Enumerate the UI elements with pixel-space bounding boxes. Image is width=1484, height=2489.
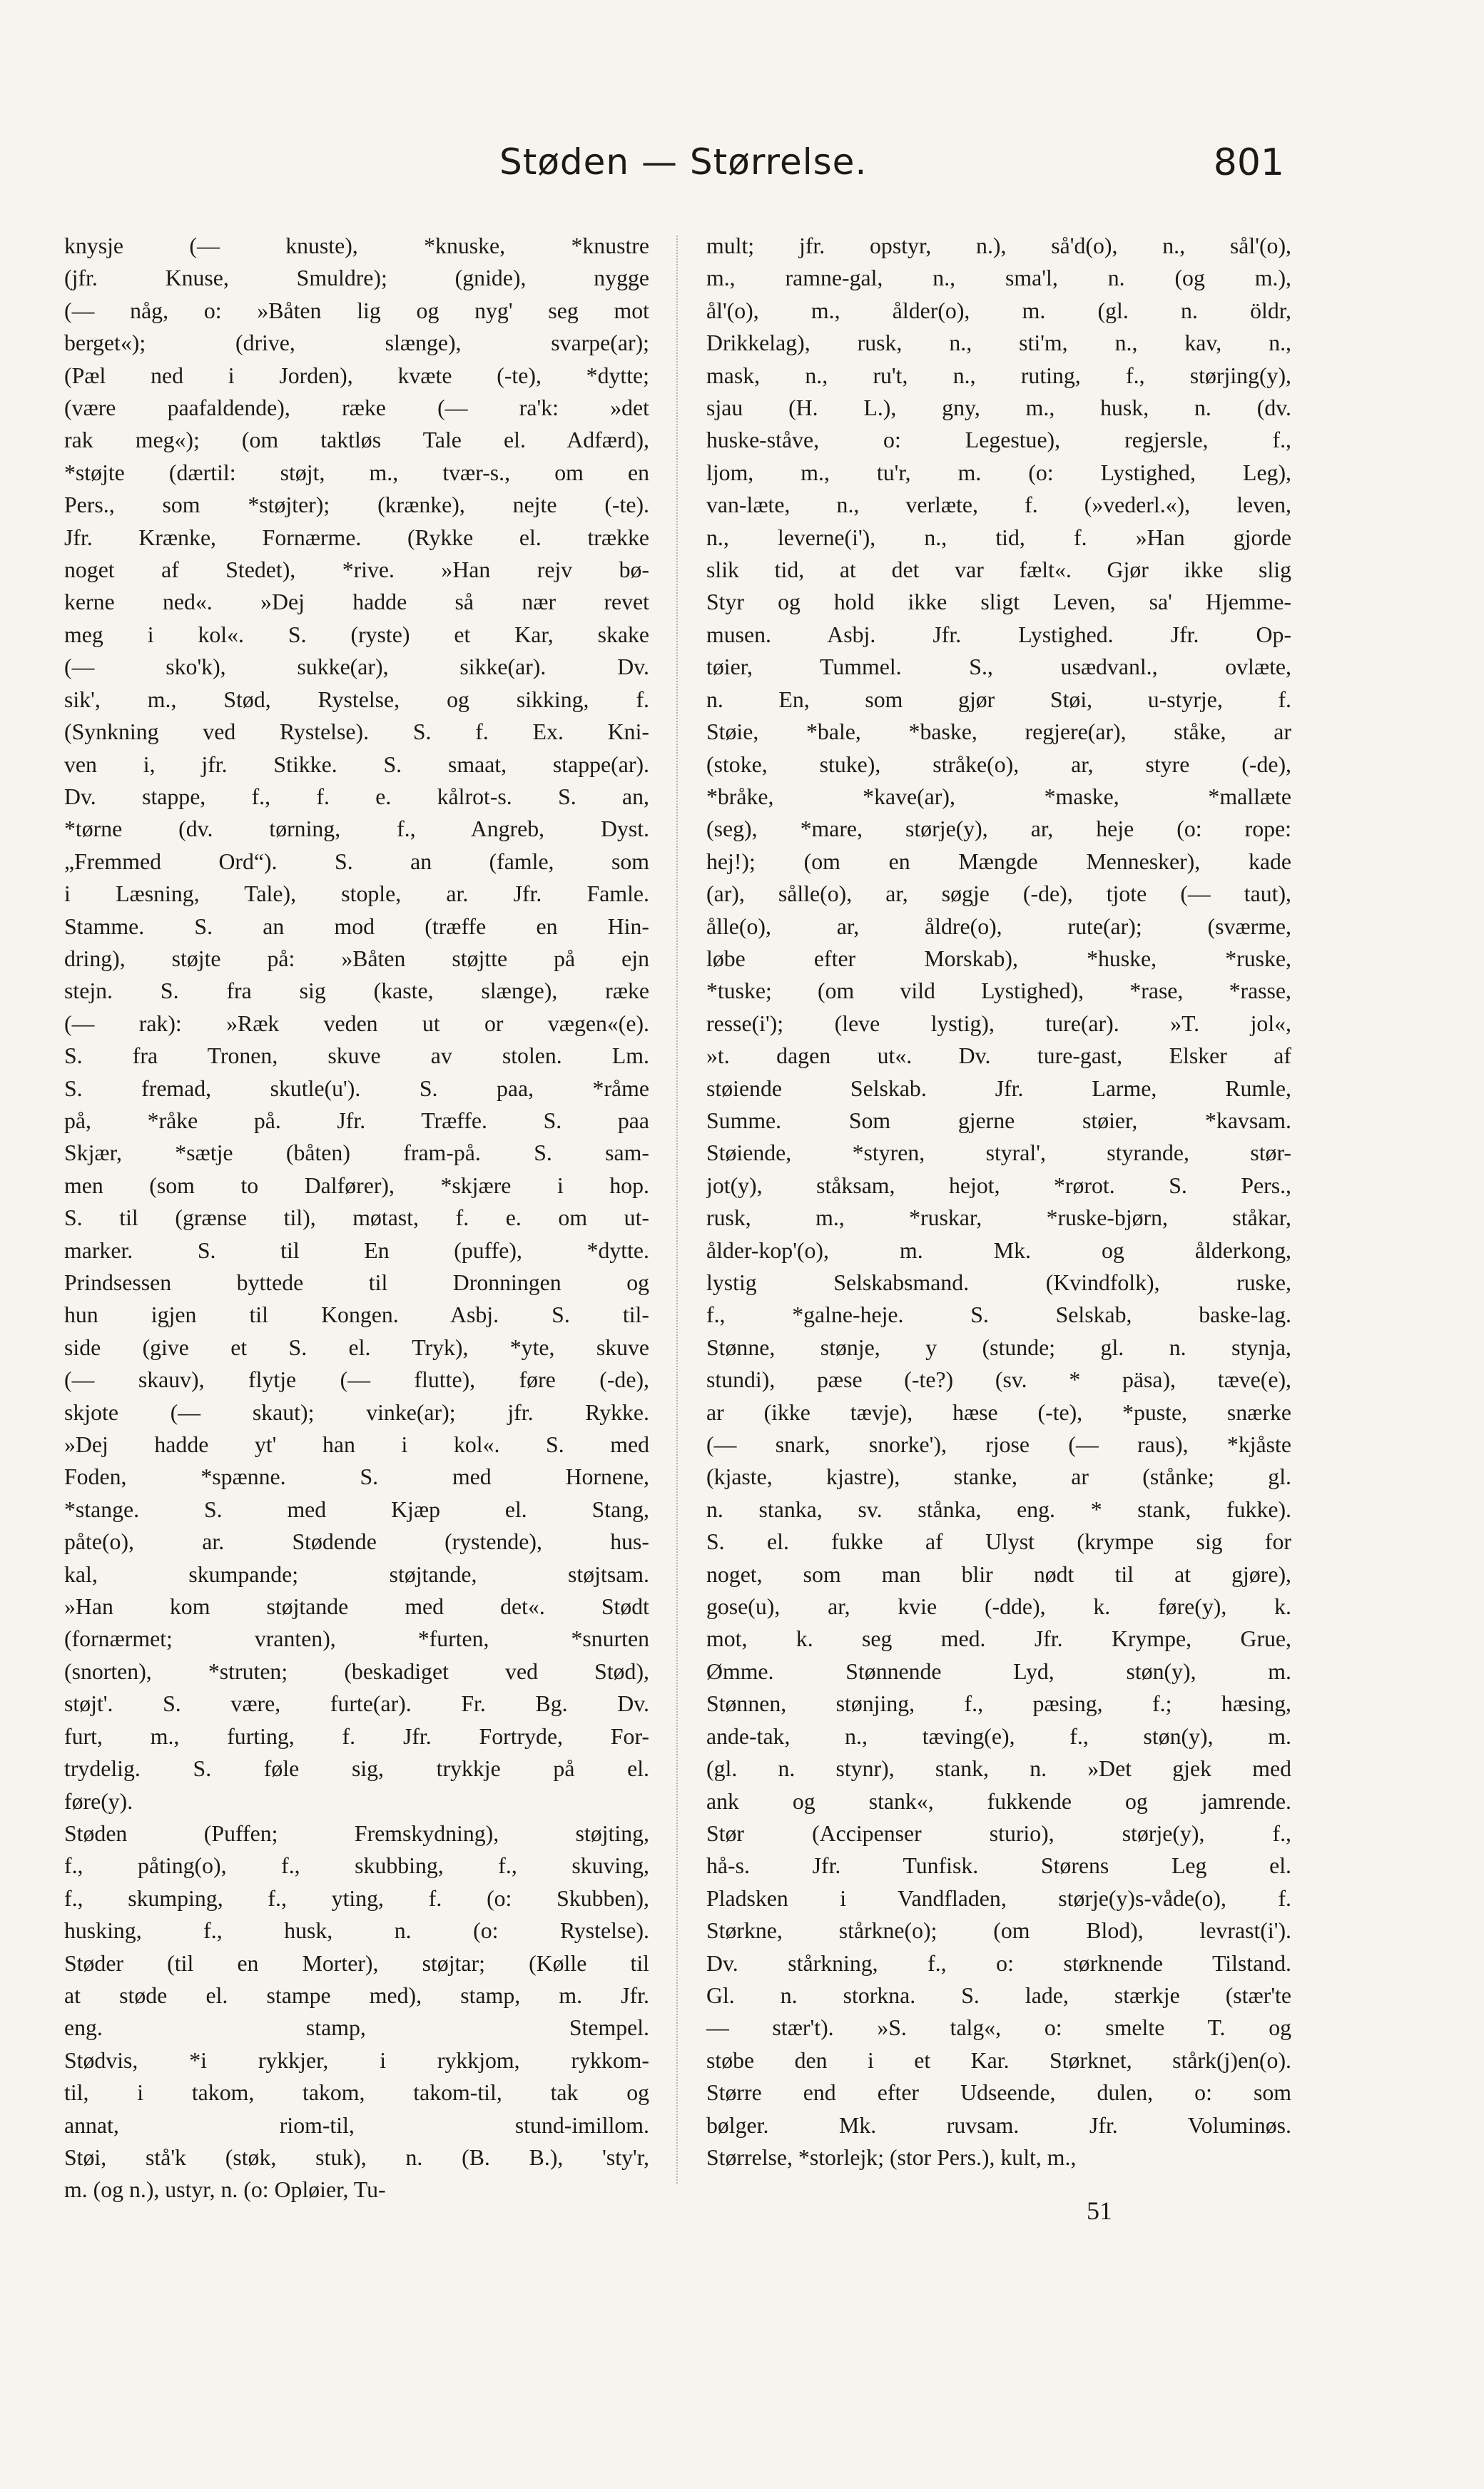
text-line: hun igjen til Kongen. Asbj. S. til- <box>64 1302 649 1328</box>
text-line: hå-s. Jfr. Tunfisk. Størens Leg el. <box>706 1853 1291 1879</box>
text-line: Prindsessen byttede til Dronningen og <box>64 1270 649 1295</box>
text-line: Styr og hold ikke sligt Leven, sa' Hjemme- <box>706 589 1291 615</box>
text-line: S. fra Tronen, skuve av stolen. Lm. <box>64 1043 649 1069</box>
text-line: S. til (grænse til), møtast, f. e. om ut- <box>64 1205 649 1231</box>
text-line: Stør (Accipenser sturio), størje(y), f., <box>706 1820 1291 1846</box>
text-line: støjt'. S. være, furte(ar). Fr. Bg. Dv. <box>64 1691 649 1717</box>
text-line: (Synkning ved Rystelse). S. f. Ex. Kni- <box>64 719 649 745</box>
text-line: (jfr. Knuse, Smuldre); (gnide), nygge <box>64 265 649 291</box>
text-line: side (give et S. el. Tryk), *yte, skuve <box>64 1334 649 1360</box>
text-line: *stange. S. med Kjæp el. Stang, <box>64 1496 649 1522</box>
text-line: gose(u), ar, kvie (-dde), k. føre(y), k. <box>706 1594 1291 1620</box>
text-line: Stønnen, stønjing, f., pæsing, f.; hæsing, <box>706 1691 1291 1717</box>
text-line: (ar), sålle(o), ar, søgje (-de), tjote (— taut), <box>706 881 1291 907</box>
text-line: Drikkelag), rusk, n., sti'm, n., kav, n., <box>706 330 1291 356</box>
text-line: kal, skumpande; støjtande, støjtsam. <box>64 1561 649 1587</box>
page-number: 801 <box>1213 141 1284 184</box>
text-line: (stoke, stuke), stråke(o), ar, styre (-de), <box>706 751 1291 777</box>
text-line: Støie, *bale, *baske, regjere(ar), ståke, ar <box>706 719 1291 745</box>
text-line: Stønne, stønje, y (stunde; gl. n. stynja, <box>706 1334 1291 1360</box>
text-line: „Fremmed Ord“). S. an (famle, som <box>64 848 649 874</box>
text-line: tøier, Tummel. S., usædvanl., ovlæte, <box>706 654 1291 680</box>
text-line: ålle(o), ar, åldre(o), rute(ar); (sværme, <box>706 913 1291 939</box>
text-line: Størkne, stårkne(o); (om Blod), levrast(i'). <box>706 1918 1291 1944</box>
text-line: (— rak): »Ræk veden ut or vægen«(e). <box>64 1010 649 1036</box>
text-line: huske-ståve, o: Legestue), regjersle, f., <box>706 427 1291 453</box>
text-line: slik tid, at det var fælt«. Gjør ikke slig <box>706 557 1291 583</box>
text-line: (gl. n. stynr), stank, n. »Det gjek med <box>706 1756 1291 1782</box>
text-line: ank og stank«, fukkende og jamrende. <box>706 1788 1291 1814</box>
text-line: (seg), *mare, størje(y), ar, heje (o: rope: <box>706 816 1291 842</box>
text-line: Skjær, *sætje (båten) fram-på. S. sam- <box>64 1140 649 1166</box>
text-line: Jfr. Krænke, Fornærme. (Rykke el. trække <box>64 524 649 550</box>
text-line: til, i takom, takom, takom-til, tak og <box>64 2080 649 2106</box>
text-line: mask, n., ru't, n., ruting, f., størjing(y), <box>706 363 1291 388</box>
text-line: Summe. Som gjerne støier, *kavsam. <box>706 1107 1291 1133</box>
text-line: stundi), pæse (-te?) (sv. * päsa), tæve(e), <box>706 1367 1291 1393</box>
text-line: ande-tak, n., tæving(e), f., støn(y), m. <box>706 1723 1291 1749</box>
text-line: Støder (til en Morter), støjtar; (Kølle til <box>64 1950 649 1976</box>
text-line: f., påting(o), f., skubbing, f., skuving, <box>64 1853 649 1879</box>
text-line: på, *råke på. Jfr. Træffe. S. paa <box>64 1107 649 1133</box>
text-line: Støiende, *styren, styral', styrande, stør- <box>706 1140 1291 1166</box>
text-line: mot, k. seg med. Jfr. Krympe, Grue, <box>706 1626 1291 1652</box>
text-line: (snorten), *struten; (beskadiget ved Stød), <box>64 1658 649 1684</box>
text-line: ven i, jfr. Stikke. S. smaat, stappe(ar). <box>64 751 649 777</box>
text-line: skjote (— skaut); vinke(ar); jfr. Rykke. <box>64 1399 649 1425</box>
text-line: lystig Selskabsmand. (Kvindfolk), ruske, <box>706 1270 1291 1295</box>
text-line: rak meg«); (om taktløs Tale el. Adfærd), <box>64 427 649 453</box>
text-line: løbe efter Morskab), *huske, *ruske, <box>706 946 1291 971</box>
text-line: Støden (Puffen; Fremskydning), støjting, <box>64 1820 649 1846</box>
text-line: knysje (— knuste), *knuske, *knustre <box>64 233 649 258</box>
text-line: rusk, m., *ruskar, *ruske-bjørn, ståkar, <box>706 1205 1291 1231</box>
text-line: noget, som man blir nødt til at gjøre), <box>706 1561 1291 1587</box>
text-line: resse(i'); (leve lystig), ture(ar). »T. jol«, <box>706 1010 1291 1036</box>
text-line: noget af Stedet), *rive. »Han rejv bø- <box>64 557 649 583</box>
text-line: hej!); (om en Mængde Mennesker), kade <box>706 848 1291 874</box>
text-line: Størrelse, *storlejk; (stor Pers.), kult, m., <box>706 2144 1077 2170</box>
text-line: Støi, stå'k (støk, stuk), n. (B. B.), 'sty'r, <box>64 2144 649 2170</box>
text-line: (være paafaldende), ræke (— ra'k: »det <box>64 395 649 421</box>
text-line: »Dej hadde yt' han i kol«. S. med <box>64 1432 649 1458</box>
text-line: S. fremad, skutle(u'). S. paa, *råme <box>64 1075 649 1101</box>
text-line: S. el. fukke af Ulyst (krympe sig for <box>706 1529 1291 1555</box>
text-line: (fornærmet; vranten), *furten, *snurten <box>64 1626 649 1652</box>
text-line: — stær't). »S. talg«, o: smelte T. og <box>706 2015 1291 2041</box>
text-line: at støde el. stampe med), stamp, m. Jfr. <box>64 1982 649 2008</box>
text-line: Ømme. Stønnende Lyd, støn(y), m. <box>706 1658 1291 1684</box>
text-line: musen. Asbj. Jfr. Lystighed. Jfr. Op- <box>706 622 1291 647</box>
text-line: »t. dagen ut«. Dv. ture-gast, Elsker af <box>706 1043 1291 1069</box>
text-line: sjau (H. L.), gny, m., husk, n. (dv. <box>706 395 1291 421</box>
signature-mark: 51 <box>1087 2196 1112 2225</box>
text-line: van-læte, n., verlæte, f. (»vederl.«), leven, <box>706 492 1291 518</box>
text-line: Pers., som *støjter); (krænke), nejte (-te). <box>64 492 649 518</box>
text-line: ål'(o), m., ålder(o), m. (gl. n. öldr, <box>706 298 1291 323</box>
text-line: ar (ikke tævje), hæse (-te), *puste, snærke <box>706 1399 1291 1425</box>
text-line: støiende Selskab. Jfr. Larme, Rumle, <box>706 1075 1291 1101</box>
text-line: f., skumping, f., yting, f. (o: Skubben), <box>64 1885 649 1911</box>
text-line: f., *galne-heje. S. Selskab, baske-lag. <box>706 1302 1291 1328</box>
text-line: føre(y). <box>64 1788 133 1814</box>
text-line: (Pæl ned i Jorden), kvæte (-te), *dytte; <box>64 363 649 388</box>
text-line: *støjte (dærtil: støjt, m., tvær-s., om en <box>64 460 649 485</box>
text-line: jot(y), ståksam, hejot, *rørot. S. Pers., <box>706 1172 1291 1198</box>
text-line: påte(o), ar. Stødende (rystende), hus- <box>64 1529 649 1555</box>
text-line: eng. stamp, Stempel. <box>64 2015 649 2041</box>
text-line: stejn. S. fra sig (kaste, slænge), ræke <box>64 978 649 1004</box>
column-divider <box>676 235 679 2184</box>
text-line: n., leverne(i'), n., tid, f. »Han gjorde <box>706 524 1291 550</box>
text-line: berget«); (drive, slænge), svarpe(ar); <box>64 330 649 356</box>
text-line: i Læsning, Tale), stople, ar. Jfr. Famle. <box>64 881 649 907</box>
text-line: Pladsken i Vandfladen, størje(y)s-våde(o), f. <box>706 1885 1291 1911</box>
text-line: *bråke, *kave(ar), *maske, *mallæte <box>706 784 1291 809</box>
text-line: n. En, som gjør Støi, u-styrje, f. <box>706 686 1291 712</box>
page-header <box>499 141 1284 191</box>
text-line: kerne ned«. »Dej hadde så nær revet <box>64 589 649 615</box>
text-line: m., ramne-gal, n., sma'l, n. (og m.), <box>706 265 1291 291</box>
text-line: ålder-kop'(o), m. Mk. og ålderkong, <box>706 1237 1291 1263</box>
text-line: husking, f., husk, n. (o: Rystelse). <box>64 1918 649 1944</box>
text-line: (— någ, o: »Båten lig og nyg' seg mot <box>64 298 649 323</box>
text-line: *tuske; (om vild Lystighed), *rase, *rasse, <box>706 978 1291 1004</box>
text-line: annat, riom-til, stund-imillom. <box>64 2112 649 2138</box>
text-line: ljom, m., tu'r, m. (o: Lystighed, Leg), <box>706 460 1291 485</box>
text-line: Stødvis, *i rykkjer, i rykkjom, rykkom- <box>64 2047 649 2073</box>
text-line: dring), støjte på: »Båten støjtte på ejn <box>64 946 649 971</box>
text-line: marker. S. til En (puffe), *dytte. <box>64 1237 649 1263</box>
text-line: mult; jfr. opstyr, n.), så'd(o), n., sål'(o), <box>706 233 1291 258</box>
text-line: (— snark, snorke'), rjose (— raus), *kjåste <box>706 1432 1291 1458</box>
text-line: trydelig. S. føle sig, trykkje på el. <box>64 1756 649 1782</box>
text-line: *tørne (dv. tørning, f., Angreb, Dyst. <box>64 816 649 842</box>
text-line: m. (og n.), ustyr, n. (o: Opløier, Tu- <box>64 2177 386 2203</box>
text-line: (kjaste, kjastre), stanke, ar (stånke; gl. <box>706 1464 1291 1490</box>
text-line: Dv. stårkning, f., o: størknende Tilstand. <box>706 1950 1291 1976</box>
text-line: (— sko'k), sukke(ar), sikke(ar). Dv. <box>64 654 649 680</box>
text-line: Større end efter Udseende, dulen, o: som <box>706 2080 1291 2106</box>
text-line: støbe den i et Kar. Størknet, stårk(j)en(o). <box>706 2047 1291 2073</box>
text-line: men (som to Dalfører), *skjære i hop. <box>64 1172 649 1198</box>
text-line: bølger. Mk. ruvsam. Jfr. Voluminøs. <box>706 2112 1291 2138</box>
text-line: sik', m., Stød, Rystelse, og sikking, f. <box>64 686 649 712</box>
text-line: n. stanka, sv. stånka, eng. * stank, fukke). <box>706 1496 1291 1522</box>
text-line: Stamme. S. an mod (træffe en Hin- <box>64 913 649 939</box>
text-line: »Han kom støjtande med det«. Stødt <box>64 1594 649 1620</box>
text-line: meg i kol«. S. (ryste) et Kar, skake <box>64 622 649 647</box>
left-column <box>64 230 649 2206</box>
text-line: Gl. n. storkna. S. lade, stærkje (stær'te <box>706 1982 1291 2008</box>
text-line: furt, m., furting, f. Jfr. Fortryde, For- <box>64 1723 649 1749</box>
text-line: (— skauv), flytje (— flutte), føre (-de), <box>64 1367 649 1393</box>
text-line: Foden, *spænne. S. med Hornene, <box>64 1464 649 1490</box>
page-title: Støden — Størrelse. <box>499 141 868 183</box>
text-line: Dv. stappe, f., f. e. kålrot-s. S. an, <box>64 784 649 809</box>
right-column <box>706 230 1291 2174</box>
